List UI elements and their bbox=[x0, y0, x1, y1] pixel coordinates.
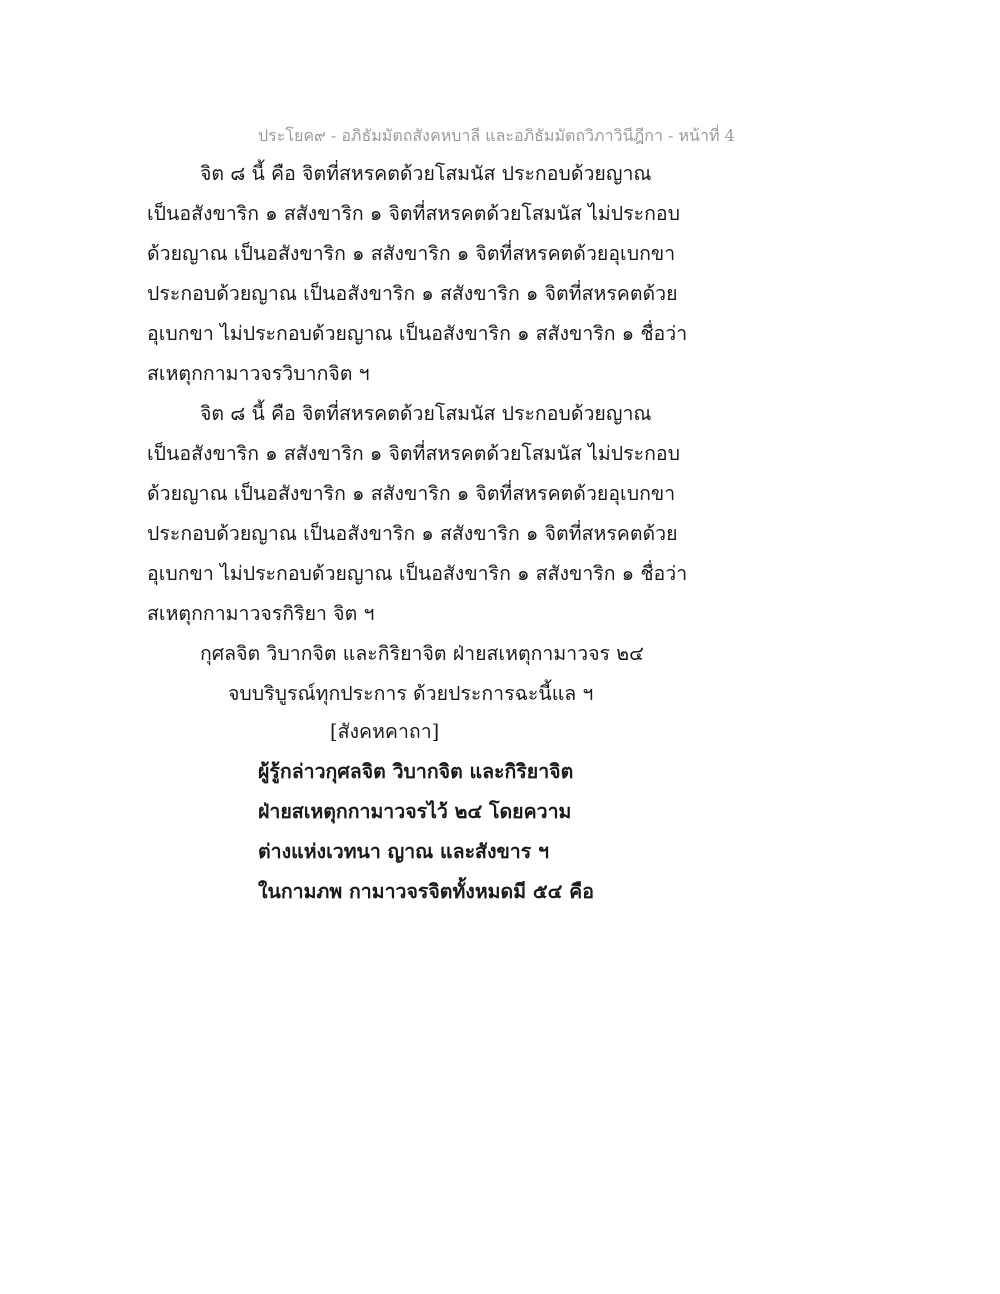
para2-line-3: ด้วยญาณ เป็นอสังขาริก ๑ สสังขาริก ๑ จิตที่สหรคตด้วยอุเบกขา bbox=[147, 482, 676, 505]
para1-line-5: อุเบกขา ไม่ประกอบด้วยญาณ เป็นอสังขาริก ๑ สสังขาริก ๑ ชื่อว่า bbox=[147, 322, 688, 345]
para2-line-5: อุเบกขา ไม่ประกอบด้วยญาณ เป็นอสังขาริก ๑ สสังขาริก ๑ ชื่อว่า bbox=[147, 562, 688, 585]
para1-line-4: ประกอบด้วยญาณ เป็นอสังขาริก ๑ สสังขาริก ๑ จิตที่สหรคตด้วย bbox=[147, 282, 678, 305]
verse-title: [สังคหคาถา] bbox=[330, 720, 440, 743]
para2-line-2: เป็นอสังขาริก ๑ สสังขาริก ๑ จิตที่สหรคตด้วยโสมนัส ไม่ประกอบ bbox=[147, 442, 680, 465]
verse-line-2: ฝ่ายสเหตุกกามาวจรไว้ ๒๔ โดยความ bbox=[258, 800, 572, 823]
summary-line-1: กุศลจิต วิบากจิต และกิริยาจิต ฝ่ายสเหตุกามาวจร ๒๔ bbox=[200, 642, 644, 665]
para1-line-2: เป็นอสังขาริก ๑ สสังขาริก ๑ จิตที่สหรคตด้วยโสมนัส ไม่ประกอบ bbox=[147, 202, 680, 225]
para1-line-3: ด้วยญาณ เป็นอสังขาริก ๑ สสังขาริก ๑ จิตที่สหรคตด้วยอุเบกขา bbox=[147, 242, 676, 265]
para2-line-4: ประกอบด้วยญาณ เป็นอสังขาริก ๑ สสังขาริก ๑ จิตที่สหรคตด้วย bbox=[147, 522, 678, 545]
para1-line-6: สเหตุกกามาวจรวิบากจิต ฯ bbox=[147, 362, 370, 385]
verse-line-1: ผู้รู้กล่าวกุศลจิต วิบากจิต และกิริยาจิต bbox=[258, 760, 574, 783]
para2-line-1: จิต ๘ นี้ คือ จิตที่สหรคตด้วยโสมนัส ประกอบด้วยญาณ bbox=[200, 402, 652, 425]
summary-line-2: จบบริบูรณ์ทุกประการ ด้วยประการฉะนี้แล ฯ bbox=[228, 682, 594, 705]
page-header: ประโยค๙ - อภิธัมมัตถสังคหบาลี และอภิธัมมัตถวิภาวินีฎีกา - หน้าที่ 4 bbox=[258, 126, 735, 145]
para1-line-1: จิต ๘ นี้ คือ จิตที่สหรคตด้วยโสมนัส ประกอบด้วยญาณ bbox=[200, 162, 652, 185]
verse-line-4: ในกามภพ กามาวจรจิตทั้งหมดมี ๕๔ คือ bbox=[258, 880, 594, 903]
para2-line-6: สเหตุกกามาวจรกิริยา จิต ฯ bbox=[147, 602, 375, 625]
verse-line-3: ต่างแห่งเวทนา ญาณ และสังขาร ฯ bbox=[258, 840, 549, 863]
